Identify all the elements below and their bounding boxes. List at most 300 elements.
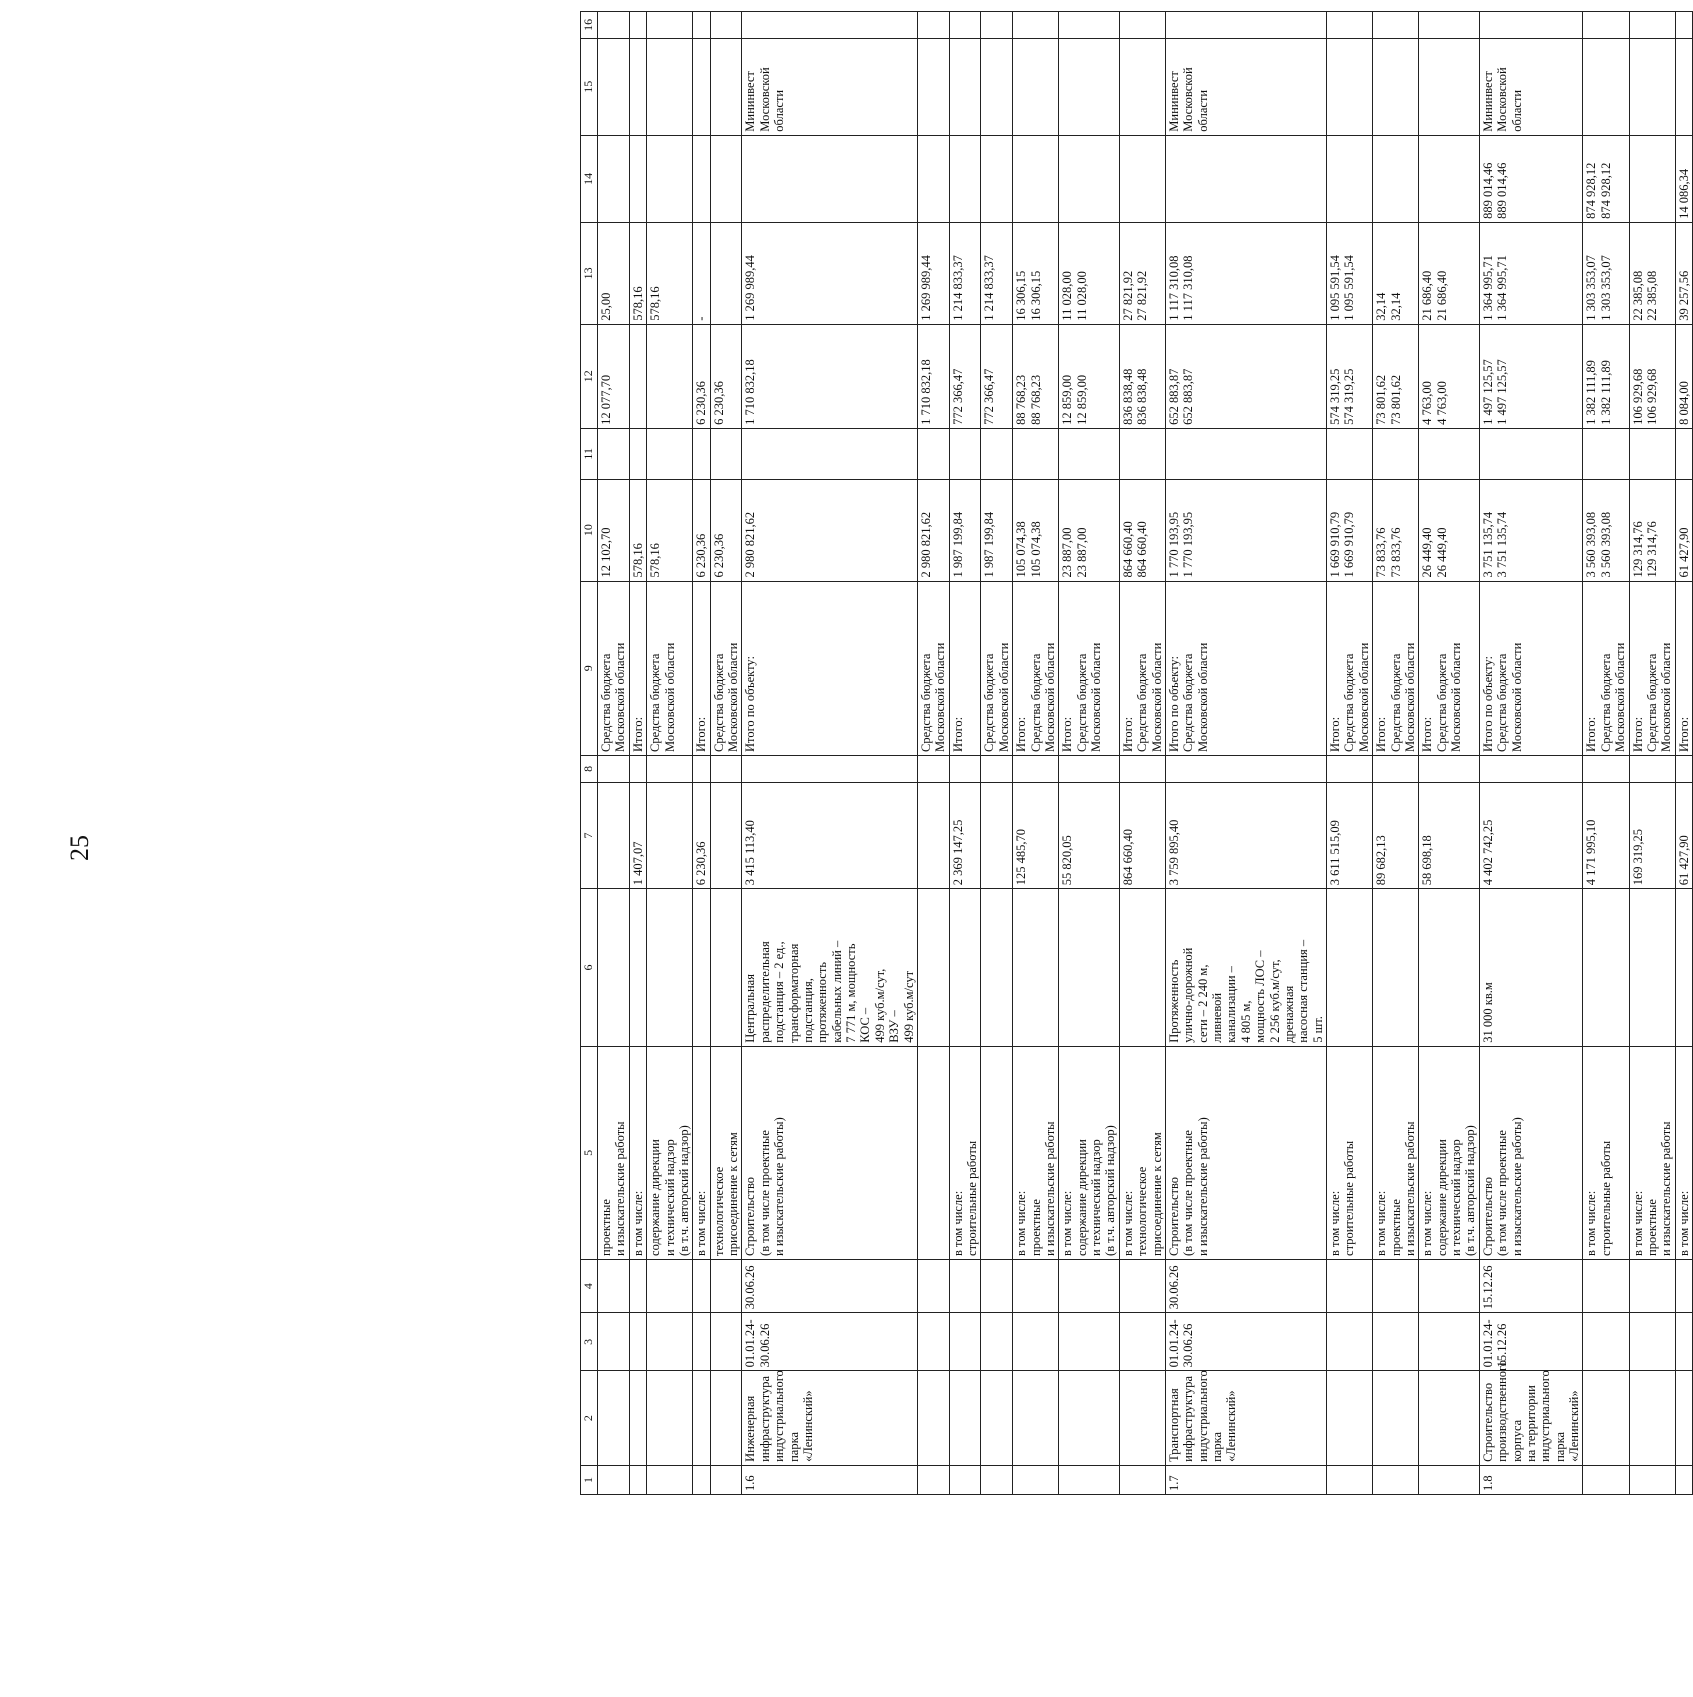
table-cell-c7: [710, 782, 742, 889]
table-cell-c7: 864 660,40: [1119, 782, 1165, 889]
table-cell-c6: [629, 889, 646, 1047]
table-cell-c10: 12 102,70: [598, 479, 630, 581]
table-cell-c2: [1629, 1371, 1675, 1466]
table-cell-c13: 1 364 995,71 1 364 995,71: [1479, 222, 1583, 324]
table-cell-c4: [693, 1259, 710, 1312]
table-cell-c12: 836 838,48 836 838,48: [1119, 324, 1165, 428]
table-cell-c3: [1119, 1313, 1165, 1371]
table-cell-c1: [1675, 1465, 1692, 1494]
table-cell-c11: [1165, 428, 1326, 479]
table-cell-c16: [949, 12, 981, 39]
table-row: [742, 12, 918, 1495]
table-cell-c12: 1 382 111,89 1 382 111,89: [1583, 324, 1629, 428]
table-cell-c4: [598, 1259, 630, 1312]
table-cell-c14: [647, 135, 693, 222]
table-cell-c6: [1327, 889, 1373, 1047]
table-cell-c7: 1 407,07: [629, 782, 646, 889]
table-cell-c5: в том числе: строительные работы: [949, 1046, 981, 1259]
table-cell-c9: Итого:: [949, 581, 981, 755]
table-cell-c13: 1 095 591,54 1 095 591,54: [1327, 222, 1373, 324]
table-cell-c15: Мининвест Московской области: [1479, 38, 1583, 135]
table-cell-c10: 1 987 199,84: [949, 479, 981, 581]
table-row: [1059, 12, 1120, 1495]
table-cell-c1: [598, 1465, 630, 1494]
table-cell-c9: Итого:: [629, 581, 646, 755]
table-cell-c6: [1013, 889, 1059, 1047]
table-body: [598, 12, 1693, 1495]
table-cell-c3: [1059, 1313, 1120, 1371]
table-cell-c9: Итого: Средства бюджета Московской области: [1629, 581, 1675, 755]
table-cell-c6: [693, 889, 710, 1047]
table-cell-c13: 22 385,08 22 385,08: [1629, 222, 1675, 324]
table-cell-c1: [1013, 1465, 1059, 1494]
table-cell-c9: Средства бюджета Московской области: [917, 581, 949, 755]
table-cell-c8: [1059, 755, 1120, 782]
table-row: [1373, 12, 1419, 1495]
table-cell-c12: 1 710 832,18: [917, 324, 949, 428]
table-cell-c2: [710, 1371, 742, 1466]
table-row: [1675, 12, 1692, 1495]
table-cell-c8: [1583, 755, 1629, 782]
table-cell-c16: [1327, 12, 1373, 39]
table-cell-c13: 25,00: [598, 222, 630, 324]
table-cell-c2: [647, 1371, 693, 1466]
table-cell-c8: [629, 755, 646, 782]
table-cell-c4: 30.06.26: [742, 1259, 918, 1312]
table-cell-c6: 31 000 кв.м: [1479, 889, 1583, 1047]
table-cell-c12: 574 319,25 574 319,25: [1327, 324, 1373, 428]
table-cell-c12: [647, 324, 693, 428]
table-cell-c4: [1013, 1259, 1059, 1312]
table-cell-c15: [981, 38, 1013, 135]
header-cell: 1: [581, 1465, 598, 1494]
table-cell-c13: 39 257,56: [1675, 222, 1692, 324]
table-row: [1629, 12, 1675, 1495]
table-cell-c7: [981, 782, 1013, 889]
table-cell-c8: [742, 755, 918, 782]
table-cell-c14: [949, 135, 981, 222]
table-cell-c8: [1419, 755, 1480, 782]
table-cell-c11: [1119, 428, 1165, 479]
table-cell-c12: 1 710 832,18: [742, 324, 918, 428]
table-cell-c3: 01.01.24- 30.06.26: [1165, 1313, 1326, 1371]
table-cell-c1: [1119, 1465, 1165, 1494]
table-cell-c9: Итого:: [1675, 581, 1692, 755]
table-cell-c14: 889 014,46 889 014,46: [1479, 135, 1583, 222]
table-cell-c8: [949, 755, 981, 782]
table-cell-c3: [647, 1313, 693, 1371]
table-cell-c8: [1013, 755, 1059, 782]
table-cell-c13: 21 686,40 21 686,40: [1419, 222, 1480, 324]
table-cell-c1: [949, 1465, 981, 1494]
table-cell-c11: [1419, 428, 1480, 479]
table-cell-c15: [917, 38, 949, 135]
table-cell-c13: 578,16: [629, 222, 646, 324]
table-cell-c1: [1583, 1465, 1629, 1494]
table-cell-c9: Итого: Средства бюджета Московской области: [1419, 581, 1480, 755]
table-cell-c14: [1373, 135, 1419, 222]
table-cell-c3: [1373, 1313, 1419, 1371]
table-cell-c11: [1327, 428, 1373, 479]
table-cell-c2: [949, 1371, 981, 1466]
table-cell-c13: 1 214 833,37: [981, 222, 1013, 324]
table-cell-c5: в том числе: содержание дирекции и технический надзор (в т.ч. авторский надзор): [1419, 1046, 1480, 1259]
table-cell-c2: [1373, 1371, 1419, 1466]
table-cell-c8: [1629, 755, 1675, 782]
table-cell-c15: [1583, 38, 1629, 135]
table-cell-c7: 2 369 147,25: [949, 782, 981, 889]
header-cell: 14: [581, 135, 598, 222]
table-cell-c11: [629, 428, 646, 479]
table-cell-c12: 12 859,00 12 859,00: [1059, 324, 1120, 428]
table-cell-c15: [1327, 38, 1373, 135]
table-cell-c8: [1479, 755, 1583, 782]
table-cell-c4: [1419, 1259, 1480, 1312]
table-cell-c3: [1675, 1313, 1692, 1371]
table-cell-c13: [710, 222, 742, 324]
table-cell-c7: 6 230,36: [693, 782, 710, 889]
table-cell-c6: [1059, 889, 1120, 1047]
table-cell-c3: [1327, 1313, 1373, 1371]
table-cell-c16: [1675, 12, 1692, 39]
table-cell-c16: [1583, 12, 1629, 39]
table-cell-c12: 772 366,47: [949, 324, 981, 428]
table-row: [917, 12, 949, 1495]
table-cell-c2: Инженерная инфраструктура индустриального парка «Ленинский»: [742, 1371, 918, 1466]
table-cell-c7: 58 698,18: [1419, 782, 1480, 889]
table-cell-c13: 32,14 32,14: [1373, 222, 1419, 324]
table-cell-c2: [1419, 1371, 1480, 1466]
table-cell-c10: 23 887,00 23 887,00: [1059, 479, 1120, 581]
table-cell-c4: [1119, 1259, 1165, 1312]
table-cell-c10: 6 230,36: [710, 479, 742, 581]
table-cell-c6: [710, 889, 742, 1047]
table-cell-c9: Средства бюджета Московской области: [981, 581, 1013, 755]
table-cell-c16: [1059, 12, 1120, 39]
table-cell-c11: [1629, 428, 1675, 479]
table-cell-c12: 8 084,00: [1675, 324, 1692, 428]
table-cell-c4: [1327, 1259, 1373, 1312]
table-cell-c16: [1119, 12, 1165, 39]
table-cell-c3: [1583, 1313, 1629, 1371]
table-cell-c5: в том числе: проектные и изыскательские работы: [1373, 1046, 1419, 1259]
table-cell-c5: в том числе: проектные и изыскательские работы: [1629, 1046, 1675, 1259]
page-number: 25: [65, 835, 94, 861]
table-cell-c5: в том числе:: [693, 1046, 710, 1259]
table-cell-c1: [1373, 1465, 1419, 1494]
table-cell-c9: Средства бюджета Московской области: [598, 581, 630, 755]
table-cell-c9: Итого по объекту: Средства бюджета Московской области: [1479, 581, 1583, 755]
table-cell-c15: [598, 38, 630, 135]
table-cell-c8: [1675, 755, 1692, 782]
table-cell-c2: [1327, 1371, 1373, 1466]
table-cell-c3: [629, 1313, 646, 1371]
table-cell-c13: 16 306,15 16 306,15: [1013, 222, 1059, 324]
table-cell-c10: 73 833,76 73 833,76: [1373, 479, 1419, 581]
header-cell: 8: [581, 755, 598, 782]
table-cell-c14: [1419, 135, 1480, 222]
table-cell-c9: Итого: Средства бюджета Московской области: [1119, 581, 1165, 755]
table-cell-c11: [710, 428, 742, 479]
table-cell-c5: [917, 1046, 949, 1259]
table-cell-c10: 26 449,40 26 449,40: [1419, 479, 1480, 581]
table-cell-c11: [981, 428, 1013, 479]
table-cell-c10: 1 987 199,84: [981, 479, 1013, 581]
table-cell-c16: [647, 12, 693, 39]
table-cell-c4: 15.12.26: [1479, 1259, 1583, 1312]
table-cell-c3: [693, 1313, 710, 1371]
table-cell-c6: [1119, 889, 1165, 1047]
table-cell-c8: [1327, 755, 1373, 782]
table-row: [1327, 12, 1373, 1495]
table-cell-c1: [710, 1465, 742, 1494]
table-cell-c6: [647, 889, 693, 1047]
table-cell-c6: [1373, 889, 1419, 1047]
table-cell-c4: [647, 1259, 693, 1312]
table-cell-c15: [1419, 38, 1480, 135]
table-cell-c11: [1583, 428, 1629, 479]
table-cell-c14: 14 086,34: [1675, 135, 1692, 222]
table-row: [1013, 12, 1059, 1495]
table-cell-c15: [1675, 38, 1692, 135]
table-cell-c1: [981, 1465, 1013, 1494]
table-row: [1419, 12, 1480, 1495]
table-cell-c2: Строительство производственного корпуса на территории индустриального парка «Ленинский»: [1479, 1371, 1583, 1466]
table-cell-c8: [1165, 755, 1326, 782]
budget-table: [580, 11, 1693, 1495]
table-cell-c2: [1675, 1371, 1692, 1466]
rotated-table-container: [580, 11, 1691, 1495]
table-cell-c6: [1629, 889, 1675, 1047]
header-cell: 9: [581, 581, 598, 755]
table-row: [1119, 12, 1165, 1495]
table-cell-c16: [629, 12, 646, 39]
table-cell-c10: 864 660,40 864 660,40: [1119, 479, 1165, 581]
table-cell-c3: 01.01.24- 15.12.26: [1479, 1313, 1583, 1371]
table-cell-c8: [1373, 755, 1419, 782]
table-cell-c4: [917, 1259, 949, 1312]
header-row: [581, 12, 598, 1495]
table-cell-c5: Строительство (в том числе проектные и изыскательские работы): [1479, 1046, 1583, 1259]
table-cell-c11: [647, 428, 693, 479]
table-row: [981, 12, 1013, 1495]
table-cell-c2: [693, 1371, 710, 1466]
table-cell-c11: [1059, 428, 1120, 479]
table-cell-c14: [1327, 135, 1373, 222]
table-cell-c9: Средства бюджета Московской области: [647, 581, 693, 755]
table-cell-c8: [647, 755, 693, 782]
table-cell-c8: [710, 755, 742, 782]
table-cell-c15: [949, 38, 981, 135]
table-cell-c10: 3 560 393,08 3 560 393,08: [1583, 479, 1629, 581]
table-cell-c10: 105 074,38 105 074,38: [1013, 479, 1059, 581]
table-cell-c4: [981, 1259, 1013, 1312]
table-cell-c4: [1629, 1259, 1675, 1312]
table-cell-c4: [949, 1259, 981, 1312]
table-cell-c14: [629, 135, 646, 222]
table-cell-c7: 3 759 895,40: [1165, 782, 1326, 889]
table-cell-c10: 578,16: [629, 479, 646, 581]
table-cell-c3: [1013, 1313, 1059, 1371]
table-cell-c6: [598, 889, 630, 1047]
table-cell-c12: 12 077,70: [598, 324, 630, 428]
table-cell-c4: [710, 1259, 742, 1312]
table-cell-c3: [1629, 1313, 1675, 1371]
table-row: [710, 12, 742, 1495]
table-cell-c5: в том числе: проектные и изыскательские работы: [1013, 1046, 1059, 1259]
table-row: [949, 12, 981, 1495]
table-cell-c5: в том числе:: [629, 1046, 646, 1259]
table-row: [693, 12, 710, 1495]
table-cell-c8: [693, 755, 710, 782]
table-cell-c13: 1 117 310,08 1 117 310,08: [1165, 222, 1326, 324]
table-cell-c13: 1 303 353,07 1 303 353,07: [1583, 222, 1629, 324]
table-row: [598, 12, 630, 1495]
table-cell-c12: 4 763,00 4 763,00: [1419, 324, 1480, 428]
table-cell-c15: [1373, 38, 1419, 135]
table-cell-c15: [693, 38, 710, 135]
table-cell-c8: [598, 755, 630, 782]
table-cell-c15: Мининвест Московской области: [742, 38, 918, 135]
table-cell-c12: 6 230,36: [710, 324, 742, 428]
table-cell-c7: 3 415 113,40: [742, 782, 918, 889]
table-cell-c13: 1 214 833,37: [949, 222, 981, 324]
table-cell-c10: 578,16: [647, 479, 693, 581]
table-cell-c14: [981, 135, 1013, 222]
table-cell-c12: 6 230,36: [693, 324, 710, 428]
table-cell-c11: [598, 428, 630, 479]
table-cell-c13: -: [693, 222, 710, 324]
header-cell: 2: [581, 1371, 598, 1466]
table-cell-c4: 30.06.26: [1165, 1259, 1326, 1312]
table-cell-c6: [1675, 889, 1692, 1047]
table-cell-c16: [1165, 12, 1326, 39]
table-cell-c5: [981, 1046, 1013, 1259]
table-cell-c8: [917, 755, 949, 782]
table-cell-c12: 1 497 125,57 1 497 125,57: [1479, 324, 1583, 428]
table-cell-c15: [1629, 38, 1675, 135]
table-cell-c1: 1.7: [1165, 1465, 1326, 1494]
table-cell-c14: [1059, 135, 1120, 222]
table-cell-c16: [1013, 12, 1059, 39]
table-cell-c12: [629, 324, 646, 428]
table-cell-c13: 27 821,92 27 821,92: [1119, 222, 1165, 324]
table-cell-c1: [1419, 1465, 1480, 1494]
table-cell-c10: 129 314,76 129 314,76: [1629, 479, 1675, 581]
table-cell-c9: Итого: Средства бюджета Московской области: [1059, 581, 1120, 755]
table-cell-c1: [1629, 1465, 1675, 1494]
table-cell-c15: [1013, 38, 1059, 135]
table-cell-c1: [1327, 1465, 1373, 1494]
table-cell-c12: 652 883,87 652 883,87: [1165, 324, 1326, 428]
table-cell-c6: Центральная распределительная подстанция – 2 ед., трансформаторная подстанция, протяженность кабельных линий – 7 771 м, мощность КОС – 499 куб.м/сут, ВЗУ – 499 куб.м/сут: [742, 889, 918, 1047]
header-cell: 16: [581, 12, 598, 39]
table-cell-c9: Итого: Средства бюджета Московской области: [1583, 581, 1629, 755]
table-cell-c9: Итого:: [693, 581, 710, 755]
table-row: [1583, 12, 1629, 1495]
table-cell-c5: в том числе: строительные работы: [1327, 1046, 1373, 1259]
table-cell-c13: 11 028,00 11 028,00: [1059, 222, 1120, 324]
table-cell-c6: [1583, 889, 1629, 1047]
table-cell-c7: 4 402 742,25: [1479, 782, 1583, 889]
table-cell-c3: [949, 1313, 981, 1371]
table-cell-c7: 55 820,05: [1059, 782, 1120, 889]
table-cell-c16: [598, 12, 630, 39]
table-cell-c15: [647, 38, 693, 135]
table-cell-c1: [917, 1465, 949, 1494]
table-cell-c1: [1059, 1465, 1120, 1494]
table-cell-c12: 772 366,47: [981, 324, 1013, 428]
table-cell-c3: [981, 1313, 1013, 1371]
table-cell-c14: 874 928,12 874 928,12: [1583, 135, 1629, 222]
table-cell-c11: [1373, 428, 1419, 479]
table-cell-c11: [1479, 428, 1583, 479]
table-cell-c14: [693, 135, 710, 222]
table-cell-c16: [981, 12, 1013, 39]
table-cell-c7: 61 427,90: [1675, 782, 1692, 889]
table-cell-c7: [598, 782, 630, 889]
table-cell-c12: 88 768,23 88 768,23: [1013, 324, 1059, 428]
table-cell-c14: [1119, 135, 1165, 222]
table-cell-c2: [1013, 1371, 1059, 1466]
table-cell-c10: 3 751 135,74 3 751 135,74: [1479, 479, 1583, 581]
table-cell-c4: [1373, 1259, 1419, 1312]
table-cell-c2: [981, 1371, 1013, 1466]
header-cell: 15: [581, 38, 598, 135]
table-cell-c15: [1119, 38, 1165, 135]
table-cell-c12: 73 801,62 73 801,62: [1373, 324, 1419, 428]
table-cell-c5: Строительство (в том числе проектные и изыскательские работы): [742, 1046, 918, 1259]
table-cell-c4: [1583, 1259, 1629, 1312]
table-cell-c2: [1119, 1371, 1165, 1466]
table-cell-c14: [1013, 135, 1059, 222]
table-cell-c10: 6 230,36: [693, 479, 710, 581]
header-cell: 11: [581, 428, 598, 479]
table-cell-c13: 578,16: [647, 222, 693, 324]
table-cell-c14: [1629, 135, 1675, 222]
table-cell-c2: [598, 1371, 630, 1466]
table-cell-c2: [1583, 1371, 1629, 1466]
table-cell-c16: [1629, 12, 1675, 39]
table-cell-c3: 01.01.24- 30.06.26: [742, 1313, 918, 1371]
header-cell: 3: [581, 1313, 598, 1371]
table-cell-c15: [1059, 38, 1120, 135]
table-cell-c9: Итого по объекту: Средства бюджета Московской области: [1165, 581, 1326, 755]
table-cell-c6: [949, 889, 981, 1047]
table-cell-c4: [629, 1259, 646, 1312]
table-cell-c16: [917, 12, 949, 39]
table-cell-c16: [1373, 12, 1419, 39]
table-cell-c14: [1165, 135, 1326, 222]
table-cell-c16: [1479, 12, 1583, 39]
table-cell-c15: [629, 38, 646, 135]
header-cell: 4: [581, 1259, 598, 1312]
table-cell-c10: 2 980 821,62: [917, 479, 949, 581]
table-cell-c11: [693, 428, 710, 479]
table-cell-c2: [1059, 1371, 1120, 1466]
table-cell-c3: [710, 1313, 742, 1371]
table-cell-c3: [598, 1313, 630, 1371]
table-cell-c5: в том числе: технологическое присоединение к сетям: [1119, 1046, 1165, 1259]
table-cell-c14: [917, 135, 949, 222]
header-cell: 7: [581, 782, 598, 889]
table-cell-c1: 1.8: [1479, 1465, 1583, 1494]
table-cell-c12: 106 929,68 106 929,68: [1629, 324, 1675, 428]
table-cell-c5: в том числе:: [1675, 1046, 1692, 1259]
table-cell-c11: [1013, 428, 1059, 479]
table-cell-c5: в том числе: строительные работы: [1583, 1046, 1629, 1259]
table-cell-c10: 61 427,90: [1675, 479, 1692, 581]
